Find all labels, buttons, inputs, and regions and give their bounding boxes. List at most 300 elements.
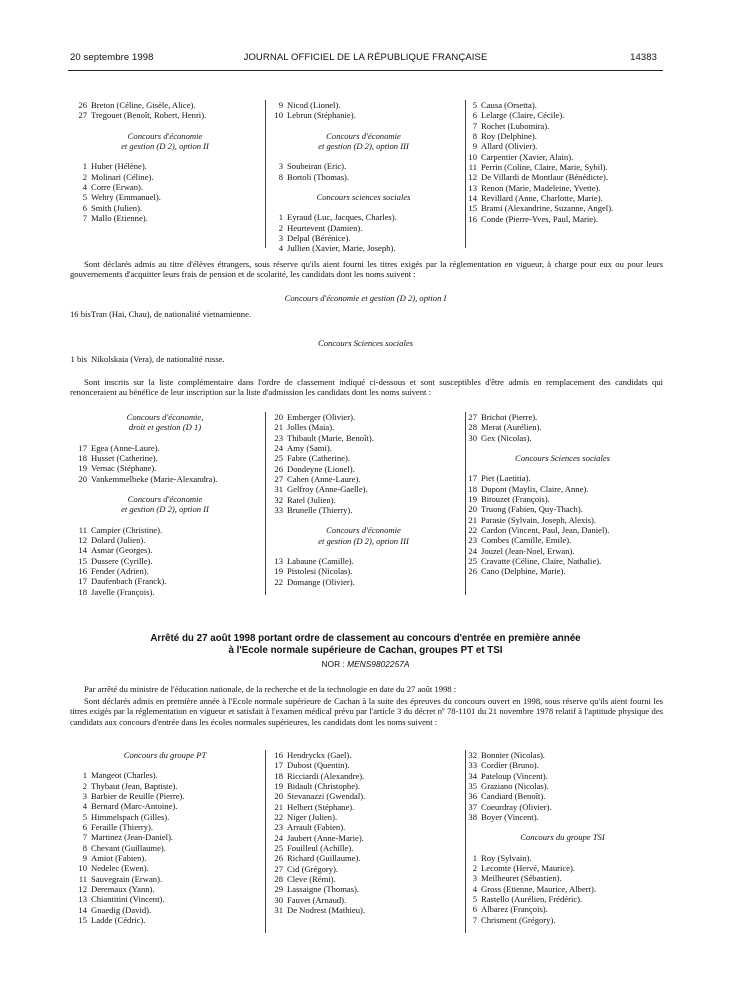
list-item xyxy=(266,843,461,853)
entry-name: Delpal (Bérénice). xyxy=(287,233,351,244)
list-item xyxy=(460,802,665,812)
entry-number: 4 xyxy=(82,182,87,193)
entry-name: Brichot (Pierre). xyxy=(481,412,538,422)
top-list-col-1 xyxy=(70,100,260,223)
entry-number: 2 xyxy=(278,222,283,233)
section-heading: Concours sciences sociales xyxy=(316,192,411,203)
list-item xyxy=(266,556,461,566)
entry-number: 33 xyxy=(274,505,283,516)
entry-number: 6 xyxy=(472,904,477,915)
list-item xyxy=(70,843,260,853)
entry-number: 5 xyxy=(82,192,87,203)
entry-number: 10 xyxy=(468,151,477,162)
list-item xyxy=(70,853,260,863)
list-item xyxy=(460,172,665,182)
entry-name: Vernac (Stéphane). xyxy=(91,463,157,474)
list-item xyxy=(460,100,665,110)
entry-name: Chevant (Guillaume). xyxy=(91,842,166,853)
entry-number: 1 xyxy=(278,212,283,223)
list-item xyxy=(460,750,665,760)
entry-number: 27 xyxy=(78,110,87,121)
section-heading: Concours d'économie, xyxy=(126,412,204,422)
entry-number: 29 xyxy=(274,884,283,895)
entry-number: 25 xyxy=(468,556,477,567)
entry-name: Tran (Hai, Chau), de nationalité vietnamienne. xyxy=(91,309,252,319)
entry-number: 7 xyxy=(82,832,87,843)
entry-name: Cid (Grégory). xyxy=(287,863,339,874)
entry-number: 3 xyxy=(278,161,283,172)
list-item xyxy=(266,884,461,894)
entry-number: 31 xyxy=(274,484,283,495)
entry-number: 15 xyxy=(78,915,87,926)
entry-name: Gelfroy (Anne-Gaelle). xyxy=(287,484,368,495)
entry-name: Candiard (Benoît). xyxy=(481,791,546,802)
entry-name: Egea (Anne-Laure). xyxy=(91,442,160,453)
entry-number: 32 xyxy=(468,750,477,760)
list-item xyxy=(70,443,260,453)
list-item xyxy=(460,121,665,131)
list-item xyxy=(266,781,461,791)
entry-name: Truong (Fabien, Quy-Thach). xyxy=(481,504,583,515)
entry-number: 9 xyxy=(82,853,87,864)
arrete-list-col-2 xyxy=(266,750,461,916)
list-item xyxy=(70,556,260,566)
entry-number: 1 xyxy=(82,770,87,781)
section-heading: Concours d'économie xyxy=(326,525,401,536)
entry-number: 14 xyxy=(78,904,87,915)
entry-number: 7 xyxy=(82,213,87,224)
list-item xyxy=(460,214,665,224)
list-item xyxy=(266,853,461,863)
entry-name: Gnaedig (David). xyxy=(91,904,152,915)
arrete-paragraph-1-text: Par arrêté du ministre de l'éducation nationale, de la recherche et de la technologie en date du 27 août 1998 : xyxy=(84,684,457,694)
list-item xyxy=(70,801,260,811)
entry-number: 8 xyxy=(472,131,477,142)
list-item xyxy=(460,433,665,443)
section-heading: Concours d'économie xyxy=(127,130,203,141)
arrete-paragraph-1 xyxy=(70,684,663,694)
entry-name: Tregouet (Benoît, Robert, Henri). xyxy=(91,110,207,121)
foreign-students-paragraph xyxy=(70,259,663,280)
list-item xyxy=(266,243,461,253)
entry-name: Richard (Guillaume). xyxy=(287,853,361,864)
entry-name: Wehry (Emmanuel). xyxy=(91,192,161,203)
entry-number: 26 xyxy=(274,463,283,474)
entry-number: 32 xyxy=(274,494,283,505)
entry-name: Lassaigne (Thomas). xyxy=(287,884,360,895)
list-item xyxy=(266,833,461,843)
entry-name: Himmelspach (Gilles). xyxy=(91,811,170,822)
entry-number: 30 xyxy=(468,432,477,443)
entry-name: Jaubert (Anne-Marie). xyxy=(287,832,364,843)
entry-name: Fabre (Catherine). xyxy=(287,453,350,464)
list-item xyxy=(70,822,260,832)
arrete-paragraph-2-text: Sont déclarés admis en première année à l'Ecole normale supérieure de Cachan à la suite des épreuves du concours ouvert en 1998, sous réserve qu'ils aient fourni les titres exigés par la réglementation en vigueur et satisfait à l'examen médical prévu par l'article 3 du décret nº 78-1101 du 21 novembre 1978 relatif à l'aptitude physique des candidats aux concours d'entrée dans les écoles normales supérieures, les candidats dont les noms suivent : xyxy=(70,696,663,727)
entry-name: Deremaux (Yann). xyxy=(91,884,155,895)
entry-number: 26 xyxy=(274,853,283,864)
top-list-col-2 xyxy=(266,100,461,254)
entry-name: Amiot (Fabien). xyxy=(91,853,147,864)
entry-number: 3 xyxy=(278,233,283,244)
entry-name: Feraille (Thierry). xyxy=(91,822,154,833)
foreign-eco-entry xyxy=(70,309,251,319)
entry-number: 27 xyxy=(274,474,283,485)
entry-name: Helbert (Stéphane). xyxy=(287,801,355,812)
list-item xyxy=(70,812,260,822)
entry-name: Bonnier (Nicolas). xyxy=(481,750,545,760)
list-item xyxy=(266,233,461,243)
entry-name: Campier (Christine). xyxy=(91,524,163,535)
entry-number: 33 xyxy=(468,760,477,771)
entry-number: 1 bis xyxy=(70,354,87,364)
entry-name: Allard (Olivier). xyxy=(481,141,538,152)
entry-name: Molinari (Céline). xyxy=(91,171,154,182)
entry-number: 14 xyxy=(468,193,477,204)
list-item xyxy=(266,464,461,474)
list-item xyxy=(266,864,461,874)
entry-number: 30 xyxy=(274,894,283,905)
list-item xyxy=(266,750,461,760)
entry-name: Renon (Marie, Madeleine, Yvette). xyxy=(481,182,601,193)
entry-number: 2 xyxy=(472,863,477,874)
entry-name: Nikolskaia (Vera), de nationalité russe. xyxy=(91,354,225,364)
entry-number: 23 xyxy=(274,822,283,833)
section-heading: et gestion (D 2), option II xyxy=(121,141,209,152)
entry-number: 28 xyxy=(274,874,283,885)
list-item xyxy=(70,474,260,484)
section-heading: et gestion (D 2), option III xyxy=(318,535,409,546)
foreign-students-text: Sont déclarés admis au titre d'élèves étrangers, sous réserve qu'ils aient fourni les titres exigés par la réglementation en vigueur, à charge pour eux ou pour leurs gouvernements d'acquitter leurs frais de pension et de scolarité, les candidats dont les noms suivent : xyxy=(70,259,663,280)
list-item xyxy=(460,412,665,422)
entry-name: Lebrun (Stéphanie). xyxy=(287,110,356,121)
list-item xyxy=(460,131,665,141)
entry-name: Asmar (Georges). xyxy=(91,545,153,556)
list-item xyxy=(70,182,260,192)
entry-name: Ratel (Julien). xyxy=(287,494,336,505)
entry-number: 13 xyxy=(274,556,283,567)
entry-number: 16 bis xyxy=(70,309,91,319)
entry-name: Lelarge (Claire, Cécile). xyxy=(481,110,565,121)
list-item xyxy=(460,473,665,483)
entry-name: Nedelec (Ewen). xyxy=(91,863,149,874)
list-item xyxy=(460,812,665,822)
arrete-list-col-3 xyxy=(460,750,665,925)
entry-number: 24 xyxy=(274,443,283,454)
entry-number: 4 xyxy=(278,243,283,254)
entry-number: 25 xyxy=(274,453,283,464)
list-item xyxy=(460,515,665,525)
entry-number: 10 xyxy=(274,110,283,121)
entry-name: Vankemmelbeke (Marie-Alexandra). xyxy=(91,473,218,484)
entry-name: Parasie (Sylvain, Joseph, Alexis). xyxy=(481,514,597,525)
entry-name: Jolles (Maia). xyxy=(287,422,335,433)
entry-number: 31 xyxy=(274,905,283,916)
entry-number: 20 xyxy=(274,791,283,802)
entry-name: Jouzel (Jean-Noel, Erwan). xyxy=(481,545,575,556)
foreign-soc-heading: Concours Sciences sociales xyxy=(318,338,413,348)
entry-name: Hendryckx (Gael). xyxy=(287,750,352,760)
entry-name: Soubeiran (Eric). xyxy=(287,161,347,172)
entry-number: 36 xyxy=(468,791,477,802)
entry-number: 5 xyxy=(472,100,477,110)
list-item xyxy=(460,141,665,151)
entry-name: Eyraud (Luc, Jacques, Charles). xyxy=(287,212,397,223)
entry-name: Amy (Sami). xyxy=(287,443,332,454)
list-item xyxy=(70,832,260,842)
entry-number: 18 xyxy=(78,453,87,464)
list-item xyxy=(460,760,665,770)
entry-number: 20 xyxy=(274,412,283,422)
list-item xyxy=(460,781,665,791)
entry-name: Fouilleul (Achille). xyxy=(287,843,354,854)
entry-name: Gex (Nicolas). xyxy=(481,432,532,443)
section-heading: et gestion (D 2), option II xyxy=(121,504,209,515)
list-item xyxy=(460,525,665,535)
list-item xyxy=(266,161,461,171)
entry-name: Meilheuret (Sébastien). xyxy=(481,873,562,884)
entry-name: Combes (Camille, Emile). xyxy=(481,535,572,546)
spacer xyxy=(266,151,461,161)
entry-name: Dondeyne (Lionel). xyxy=(287,463,355,474)
foreign-eco-heading: Concours d'économie et gestion (D 2), option I xyxy=(284,293,447,303)
entry-name: Mallo (Etienne). xyxy=(91,213,148,224)
entry-number: 2 xyxy=(82,780,87,791)
entry-number: 1 xyxy=(472,852,477,863)
list-item xyxy=(266,822,461,832)
list-item xyxy=(460,504,665,514)
entry-name: Ladde (Cédric). xyxy=(91,915,146,926)
entry-number: 19 xyxy=(274,566,283,577)
entry-number: 13 xyxy=(468,182,477,193)
list-item xyxy=(266,172,461,182)
entry-number: 6 xyxy=(82,202,87,213)
list-item xyxy=(70,545,260,555)
spacer xyxy=(70,515,260,525)
entry-number: 19 xyxy=(274,781,283,792)
list-item xyxy=(460,771,665,781)
list-item xyxy=(266,495,461,505)
entry-name: Husset (Catherine). xyxy=(91,453,158,464)
list-item xyxy=(266,505,461,515)
entry-name: Bitouzet (François). xyxy=(481,494,550,505)
entry-number: 22 xyxy=(274,576,283,587)
spacer xyxy=(266,121,461,131)
list-item xyxy=(266,771,461,781)
entry-name: Graziano (Nicolas). xyxy=(481,781,549,792)
entry-number: 27 xyxy=(468,412,477,422)
list-item xyxy=(70,100,260,110)
spacer xyxy=(70,433,260,443)
list-item xyxy=(460,535,665,545)
spacer xyxy=(70,151,260,161)
list-item xyxy=(460,203,665,213)
list-item xyxy=(460,162,665,172)
list-item xyxy=(266,433,461,443)
entry-number: 24 xyxy=(274,832,283,843)
entry-number: 7 xyxy=(472,914,477,925)
entry-number: 16 xyxy=(274,750,283,760)
entry-number: 6 xyxy=(82,822,87,833)
entry-name: Causa (Orsetta). xyxy=(481,100,537,110)
entry-name: Niger (Julien). xyxy=(287,812,338,823)
entry-number: 9 xyxy=(472,141,477,152)
entry-name: Chiantitini (Vincent). xyxy=(91,894,165,905)
entry-name: Roy (Delphine). xyxy=(481,131,537,142)
header-date: 20 septembre 1998 xyxy=(70,52,154,63)
spacer xyxy=(266,546,461,556)
comp-list-col-2 xyxy=(266,412,461,587)
list-item xyxy=(460,873,665,883)
entry-number: 21 xyxy=(468,514,477,525)
entry-name: Javelle (François). xyxy=(91,586,155,597)
entry-number: 26 xyxy=(468,566,477,577)
list-item xyxy=(266,566,461,576)
list-item xyxy=(266,577,461,587)
list-item xyxy=(70,770,260,780)
entry-number: 12 xyxy=(78,884,87,895)
list-item xyxy=(460,152,665,162)
nor-code: MENS9802257A xyxy=(347,659,410,669)
entry-name: Bortoli (Thomas). xyxy=(287,171,350,182)
complementary-paragraph xyxy=(70,377,663,398)
list-item xyxy=(460,422,665,432)
spacer xyxy=(70,484,260,494)
entry-name: Merat (Aurélien). xyxy=(481,422,542,433)
entry-number: 18 xyxy=(274,770,283,781)
list-item xyxy=(266,110,461,120)
comp-list-col-1 xyxy=(70,412,260,597)
list-item xyxy=(266,212,461,222)
entry-number: 2 xyxy=(82,171,87,182)
list-item xyxy=(266,412,461,422)
list-item xyxy=(266,443,461,453)
list-item xyxy=(266,422,461,432)
entry-number: 21 xyxy=(274,801,283,812)
list-item xyxy=(266,812,461,822)
spacer xyxy=(460,463,665,473)
nor-label: NOR : xyxy=(321,659,345,669)
list-item xyxy=(70,213,260,223)
list-item xyxy=(70,172,260,182)
entry-name: Emberger (Olivier). xyxy=(287,412,356,422)
entry-number: 4 xyxy=(82,801,87,812)
entry-number: 27 xyxy=(274,863,283,874)
entry-name: Sauvegrain (Erwan). xyxy=(91,873,163,884)
foreign-soc-entry xyxy=(70,354,225,364)
list-item xyxy=(266,453,461,463)
entry-number: 26 xyxy=(78,100,87,110)
list-item xyxy=(460,484,665,494)
spacer xyxy=(266,182,461,192)
entry-number: 3 xyxy=(82,791,87,802)
spacer xyxy=(460,443,665,453)
entry-name: Fender (Adrien). xyxy=(91,566,149,577)
entry-number: 9 xyxy=(278,100,283,110)
entry-name: Smith (Julien). xyxy=(91,202,143,213)
entry-number: 16 xyxy=(468,213,477,224)
entry-name: Cleve (Rémi). xyxy=(287,874,336,885)
list-item xyxy=(266,802,461,812)
entry-name: Dussere (Cyrille). xyxy=(91,555,153,566)
entry-name: Bernard (Marc-Antoine). xyxy=(91,801,178,812)
entry-name: Ricciardi (Alexandre). xyxy=(287,770,365,781)
entry-number: 23 xyxy=(468,535,477,546)
entry-name: Mangeot (Charles). xyxy=(91,770,158,781)
list-item xyxy=(70,884,260,894)
entry-name: Daufenbach (Franck). xyxy=(91,576,167,587)
entry-name: De Villardi de Montlaur (Bénédicte). xyxy=(481,172,608,183)
list-item xyxy=(266,905,461,915)
entry-number: 24 xyxy=(468,545,477,556)
list-item xyxy=(70,203,260,213)
spacer xyxy=(70,121,260,131)
entry-name: Coeurdray (Olivier). xyxy=(481,801,552,812)
list-item xyxy=(460,904,665,914)
spacer xyxy=(70,760,260,770)
entry-number: 17 xyxy=(468,473,477,484)
arrete-paragraph-2 xyxy=(70,696,663,727)
entry-number: 34 xyxy=(468,770,477,781)
entry-number: 12 xyxy=(468,172,477,183)
list-item xyxy=(70,161,260,171)
entry-number: 18 xyxy=(78,586,87,597)
entry-name: Brami (Alexandrine, Suzanne, Angel). xyxy=(481,203,614,214)
entry-name: Heurtevent (Damien). xyxy=(287,222,363,233)
list-item xyxy=(460,110,665,120)
entry-name: Gross (Etienne, Maurice, Albert). xyxy=(481,883,597,894)
list-item xyxy=(70,863,260,873)
entry-number: 38 xyxy=(468,812,477,823)
entry-number: 5 xyxy=(472,894,477,905)
entry-name: Stevanazzi (Gwendal). xyxy=(287,791,366,802)
list-item xyxy=(70,535,260,545)
nor-reference xyxy=(0,659,731,669)
list-item xyxy=(460,546,665,556)
section-heading: et gestion (D 2), option III xyxy=(318,141,409,152)
list-item xyxy=(70,192,260,202)
section-heading: Concours d'économie xyxy=(127,494,203,505)
entry-number: 11 xyxy=(78,873,87,884)
header-rule xyxy=(68,70,663,71)
entry-number: 3 xyxy=(472,873,477,884)
entry-name: Rochet (Lubomira). xyxy=(481,120,550,131)
list-item xyxy=(460,566,665,576)
list-item xyxy=(70,566,260,576)
entry-name: Labaune (Camille). xyxy=(287,556,354,567)
entry-name: Rastello (Aurélien, Frédéric). xyxy=(481,894,583,905)
section-heading: Concours du groupe TSI xyxy=(520,832,605,843)
entry-name: Cordier (Bruno). xyxy=(481,760,539,771)
entry-name: Nicod (Lionel). xyxy=(287,100,341,110)
entry-number: 17 xyxy=(78,576,87,587)
list-item xyxy=(266,895,461,905)
list-item xyxy=(70,781,260,791)
entry-name: Domange (Olivier). xyxy=(287,576,355,587)
spacer xyxy=(266,202,461,212)
entry-number: 1 xyxy=(82,161,87,172)
entry-name: Dupont (Maylis, Claire, Anne). xyxy=(481,483,589,494)
arrete-title-line-2: à l'Ecole normale supérieure de Cachan, groupes PT et TSI xyxy=(228,644,503,656)
entry-name: Cano (Delphine, Marie). xyxy=(481,566,566,577)
entry-number: 12 xyxy=(78,535,87,546)
entry-number: 16 xyxy=(78,566,87,577)
list-item xyxy=(266,100,461,110)
list-item xyxy=(460,894,665,904)
list-item xyxy=(70,463,260,473)
entry-number: 10 xyxy=(78,863,87,874)
entry-number: 21 xyxy=(274,422,283,433)
list-item xyxy=(70,453,260,463)
